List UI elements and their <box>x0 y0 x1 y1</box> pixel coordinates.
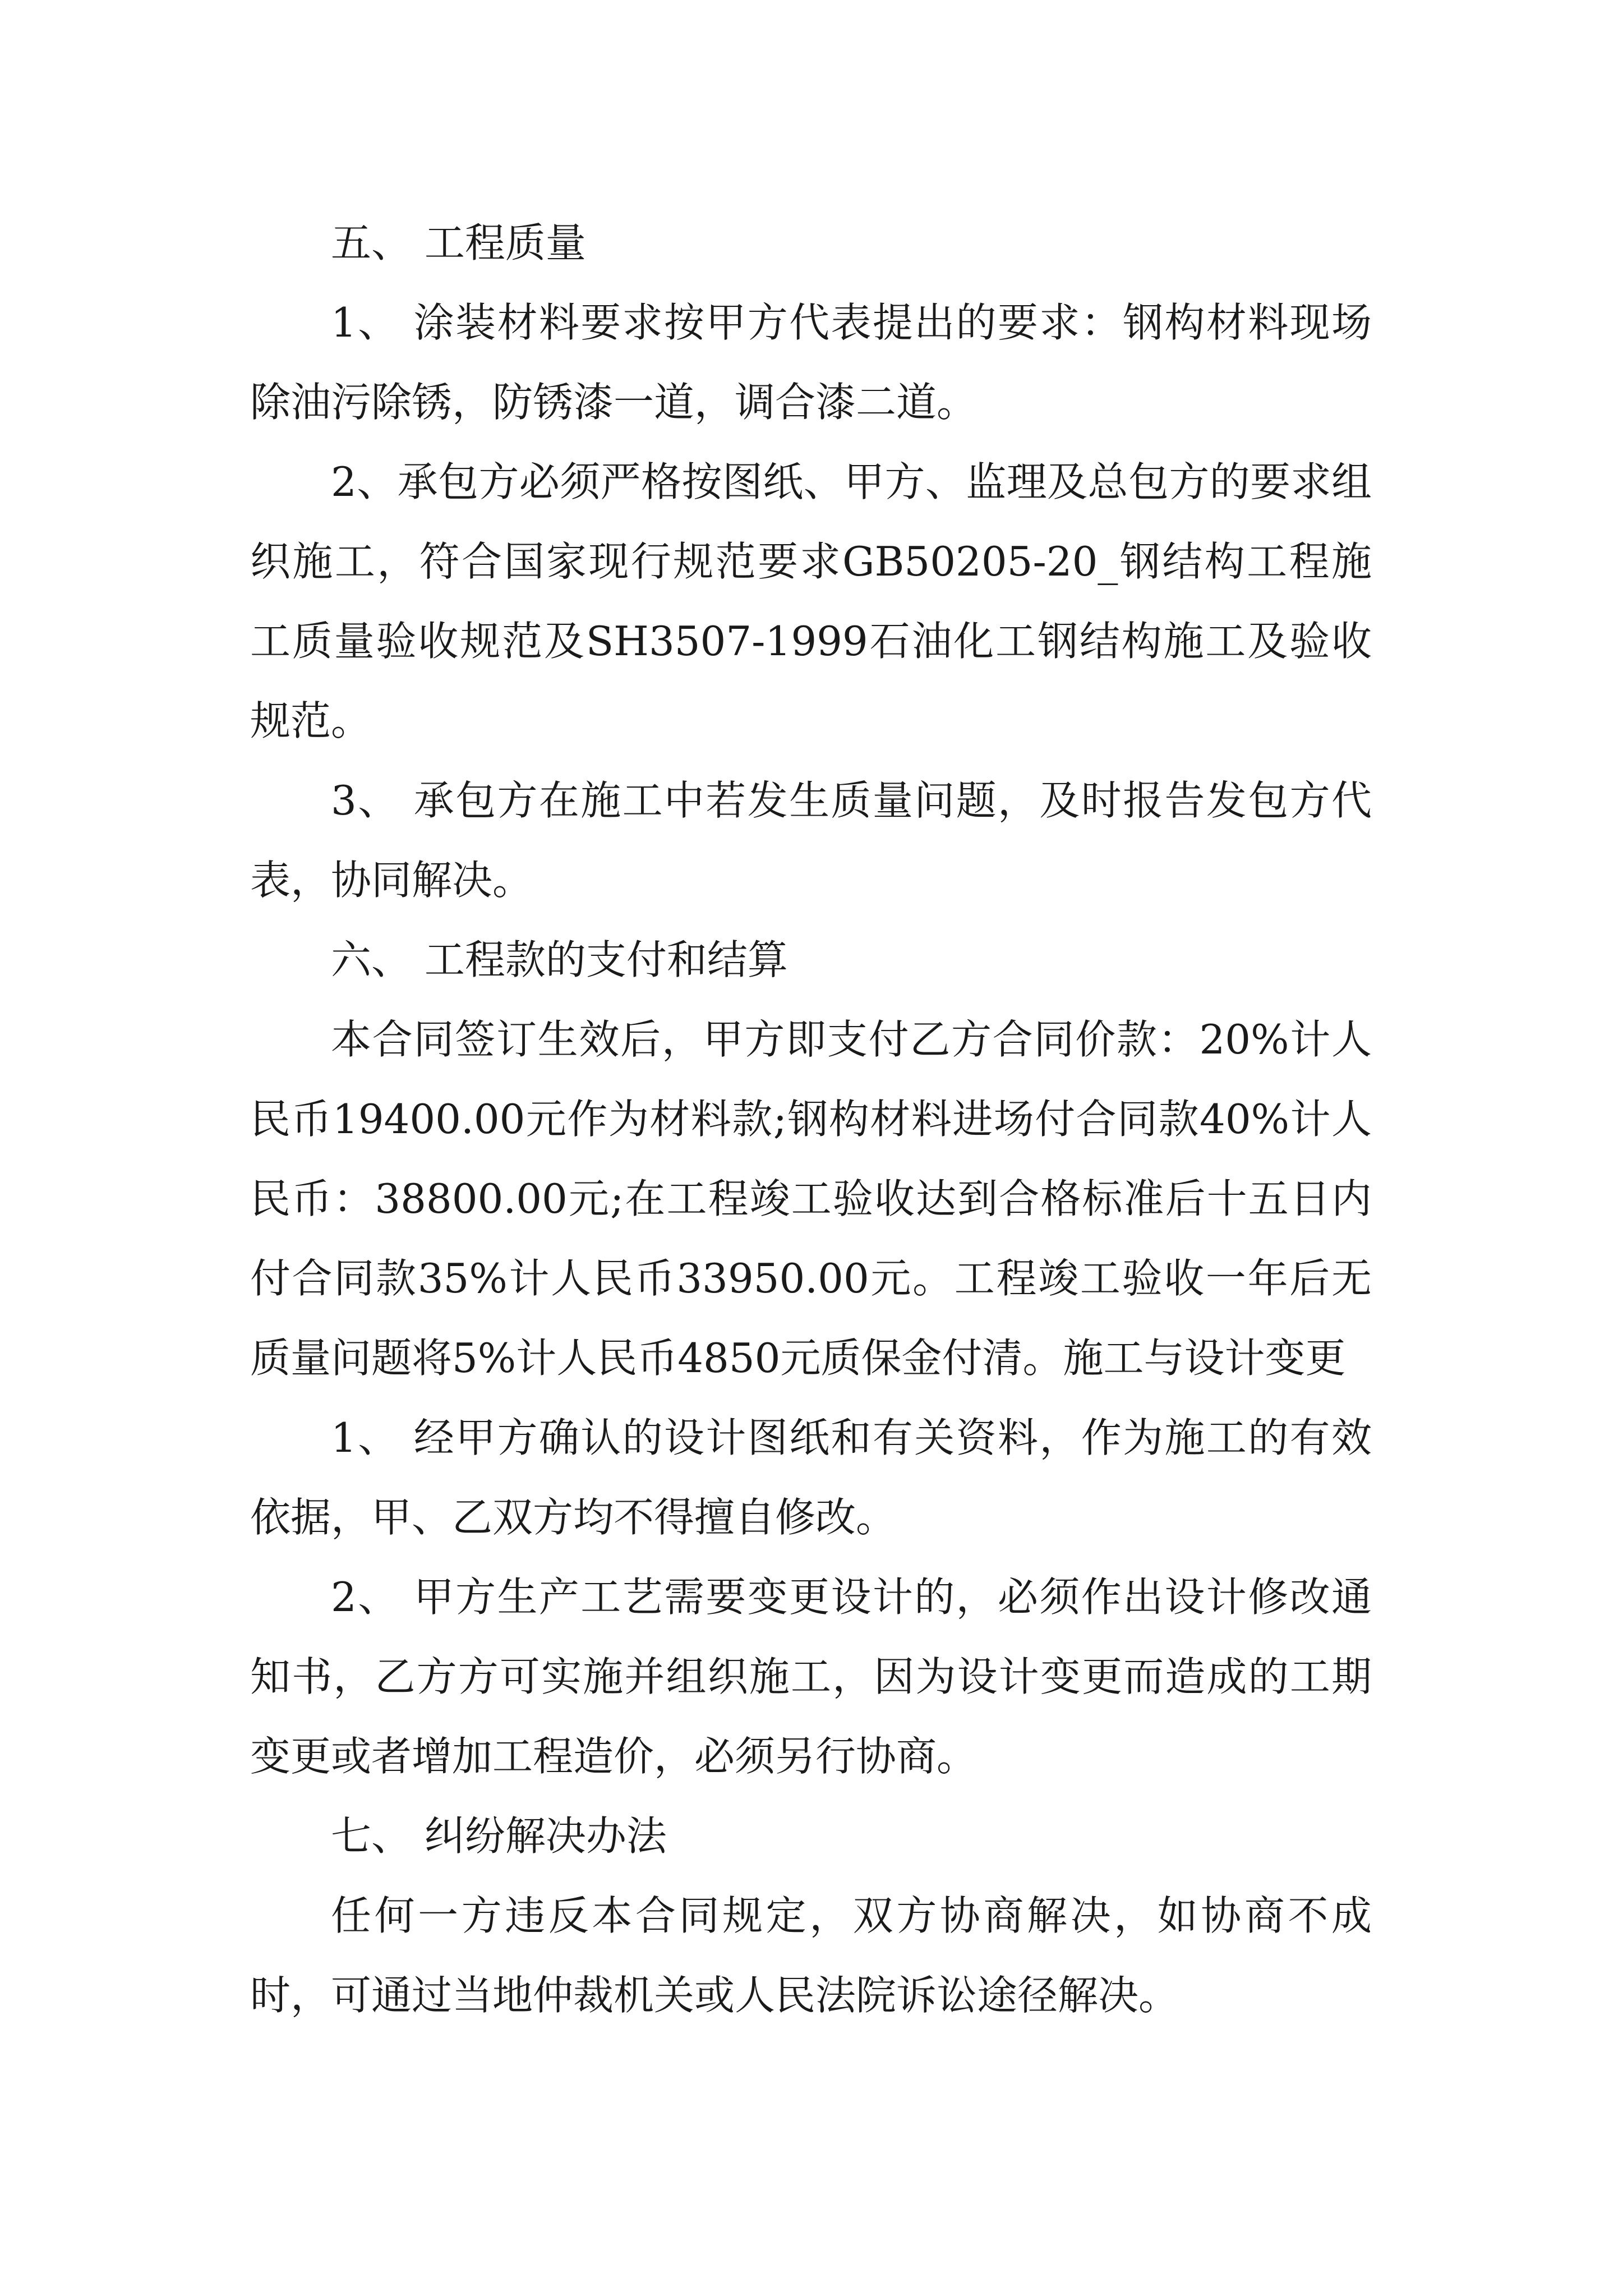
section-heading-disputes: 七、 纠纷解决办法 <box>331 1812 667 1860</box>
paragraph-design-change: 2、 甲方生产工艺需要变更设计的，必须作出设计修改通知书，乙方方可实施并组织施工，因为设计变更而造成的工期变更或者增加工程造价，必须另行协商。 <box>250 1573 1372 1780</box>
section-heading-payment: 六、 工程款的支付和结算 <box>331 936 788 983</box>
document-body <box>250 203 1372 2035</box>
paragraph-payment-terms: 本合同签订生效后，甲方即支付乙方合同价款：20%计人民币19400.00元作为材料款;钢构材料进场付合同款40%计人民币：38800.00元;在工程竣工验收达到合格标准后十五日内付合同款35%计人民币33950.00元。工程竣工验收一年后无质量问题将5%计人民币4850元质保金付清。施工与设计变更 <box>250 1016 1372 1382</box>
paragraph-design-drawings: 1、 经甲方确认的设计图纸和有关资料，作为施工的有效依据，甲、乙双方均不得擅自修改。 <box>250 1414 1372 1541</box>
paragraph-coating-materials: 1、 涂装材料要求按甲方代表提出的要求：钢构材料现场除油污除锈，防锈漆一道，调合漆二道。 <box>250 299 1372 426</box>
section-heading-quality: 五、 工程质量 <box>331 219 586 266</box>
paragraph-construction-standards: 2、承包方必须严格按图纸、甲方、监理及总包方的要求组织施工，符合国家现行规范要求GB50205-20_钢结构工程施工质量验收规范及SH3507-1999石油化工钢结构施工及验收规范。 <box>250 458 1372 744</box>
paragraph-dispute-resolution: 任何一方违反本合同规定，双方协商解决，如协商不成时，可通过当地仲裁机关或人民法院诉讼途径解决。 <box>250 1892 1372 2019</box>
paragraph-quality-issues: 3、 承包方在施工中若发生质量问题，及时报告发包方代表，协同解决。 <box>250 777 1372 904</box>
